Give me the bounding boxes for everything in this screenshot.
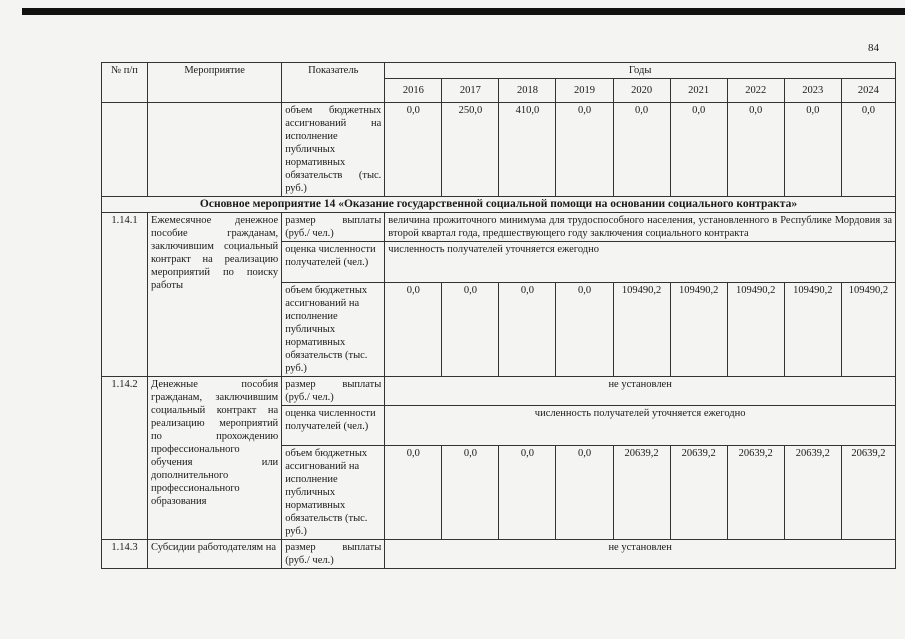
header-year: 2018 <box>499 79 556 103</box>
item-text-value: величина прожиточного минимума для трудоспособного населения, установленного в Республике Мордовия за второй квартал года, предшествующего году заключения социального контракта <box>385 213 896 242</box>
value-cell: 0,0 <box>613 103 670 197</box>
value-cell: 20639,2 <box>727 446 784 540</box>
value-cell: 250,0 <box>442 103 499 197</box>
value-cell: 0,0 <box>442 446 499 540</box>
table-row <box>102 103 896 197</box>
header-event: Мероприятие <box>148 63 282 103</box>
program-table <box>101 62 896 569</box>
item-indicator: объем бюджетных ассигнований на исполнение публичных нормативных обязательств (тыс. руб.) <box>282 446 385 540</box>
header-year: 2017 <box>442 79 499 103</box>
header-year: 2016 <box>385 79 442 103</box>
header-indicator: Показатель <box>282 63 385 103</box>
header-year: 2023 <box>784 79 841 103</box>
item-text-value: численность получателей уточняется ежегодно <box>385 406 896 446</box>
item-num: 1.14.2 <box>102 377 148 540</box>
table-row <box>102 540 896 569</box>
value-cell: 0,0 <box>499 446 556 540</box>
value-cell: 109490,2 <box>670 283 727 377</box>
value-cell: 20639,2 <box>784 446 841 540</box>
header-year: 2024 <box>841 79 895 103</box>
item-indicator: объем бюджетных ассигнований на исполнение публичных нормативных обязательств (тыс. руб.) <box>282 283 385 377</box>
item-indicator: оценка численности получателей (чел.) <box>282 242 385 283</box>
header-year: 2021 <box>670 79 727 103</box>
table-row <box>102 213 896 242</box>
header-years: Годы <box>385 63 896 79</box>
value-cell: 20639,2 <box>841 446 895 540</box>
page-number: 84 <box>868 42 879 54</box>
value-cell: 0,0 <box>784 103 841 197</box>
row-event-empty <box>148 103 282 197</box>
value-cell: 20639,2 <box>670 446 727 540</box>
value-cell: 0,0 <box>841 103 895 197</box>
value-cell: 0,0 <box>499 283 556 377</box>
value-cell: 109490,2 <box>727 283 784 377</box>
value-cell: 20639,2 <box>613 446 670 540</box>
item-indicator: оценка численности получателей (чел.) <box>282 406 385 446</box>
value-cell: 0,0 <box>556 283 613 377</box>
item-text-value: не установлен <box>385 540 896 569</box>
value-cell: 109490,2 <box>784 283 841 377</box>
value-cell: 0,0 <box>385 283 442 377</box>
item-indicator: размер выплаты (руб./ чел.) <box>282 377 385 406</box>
value-cell: 109490,2 <box>841 283 895 377</box>
header-year: 2020 <box>613 79 670 103</box>
value-cell: 0,0 <box>385 103 442 197</box>
value-cell: 0,0 <box>385 446 442 540</box>
row-num-empty <box>102 103 148 197</box>
top-border-bar <box>22 8 905 15</box>
item-event: Субсидии работодателям на <box>148 540 282 569</box>
item-indicator: размер выплаты (руб./ чел.) <box>282 540 385 569</box>
item-num: 1.14.3 <box>102 540 148 569</box>
row-indicator: объем бюджетных ассигнований на исполнение публичных нормативных обязательств (тыс. руб.) <box>282 103 385 197</box>
value-cell: 109490,2 <box>613 283 670 377</box>
value-cell: 0,0 <box>727 103 784 197</box>
value-cell: 0,0 <box>556 103 613 197</box>
header-year: 2022 <box>727 79 784 103</box>
item-event: Ежемесячное денежное пособие гражданам, заключившим социальный контракт на реализацию мероприятий по поиску работы <box>148 213 282 377</box>
item-text-value: численность получателей уточняется ежегодно <box>385 242 896 283</box>
header-year: 2019 <box>556 79 613 103</box>
item-text-value: не установлен <box>385 377 896 406</box>
item-event: Денежные пособия гражданам, заключившим социальный контракт на реализацию мероприятий по прохождению профессионального обучения или дополнительного профессионального образования <box>148 377 282 540</box>
header-num: № п/п <box>102 63 148 103</box>
value-cell: 0,0 <box>670 103 727 197</box>
table-row <box>102 377 896 406</box>
section-title: Основное мероприятие 14 «Оказание государственной социальной помощи на основании социального контракта» <box>102 197 896 213</box>
item-indicator: размер выплаты (руб./ чел.) <box>282 213 385 242</box>
item-num: 1.14.1 <box>102 213 148 377</box>
value-cell: 0,0 <box>556 446 613 540</box>
value-cell: 410,0 <box>499 103 556 197</box>
value-cell: 0,0 <box>442 283 499 377</box>
